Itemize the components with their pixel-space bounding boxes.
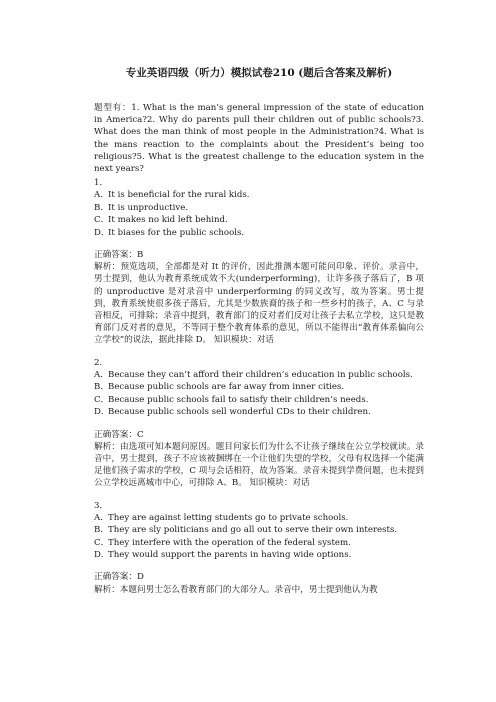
answer-line: 正确答案：B [94, 250, 144, 261]
explanation: 解析：本题问男士怎么看教育部门的大部分人。录音中，男士提到他认为教 [94, 584, 378, 595]
option-a: A．It is beneficial for the rural kids. [94, 190, 250, 201]
option-d: D．It biases for the public schools. [94, 227, 245, 238]
option-b: B．It is unproductive. [94, 202, 189, 213]
option-b: B．Because public schools are far away from inner cities. [94, 382, 345, 393]
option-d: D．Because public schools sell wonderful CDs to their children. [94, 407, 371, 418]
intro-paragraph: 题型有：1. What is the man’s general impression of the state of education in America?2. Why do parents pull their children out of public schools?3. What does the man think of most people in the Administration?4. What is the mans reaction to the complaints about the President’s being too religious?5. What is the greatest challenge to the education system in the next years? [94, 103, 424, 175]
option-c: C．They interfere with the operation of the federal system. [94, 537, 351, 548]
option-b: B．They are sly politicians and go all out to serve their own interests. [94, 525, 398, 536]
explanation: 解析：预览选项，全部都是对 It 的评价，因此推测本题可能问印象、评价。录音中，男士提到，他认为教育系统成效不大(underperforming)，让许多孩子落后了，B 项的 unproductive 是对录音中 underperforming 的同义改写，故为答案。男士提到，教育系统使很多孩子落后，尤其是少数族裔的孩子和一些乡村的孩子，A、C 与录音相反，可排除；录音中提到，教育部门的反对者们反对让孩子去私立学校，这只是教育部门反对者的意见，不等同于整个教育体系的意见，所以不能得出“教育体系偏向公立学校”的说法，据此排除 D。 知识模块：对话 [94, 262, 424, 346]
question-number: 3． [94, 500, 109, 511]
explanation: 解析：由选项可知本题问原因。题目问家长们为什么不让孩子继续在公立学校就读。录音中，男士提到，孩子不应该被捆绑在一个让他们失望的学校，父母有权选择一个能满足他们孩子需求的学校，C 项与会话相符，故为答案。录音未提到学费问题，也未提到公立学校远离城市中心，可排除 A、B。 知识模块：对话 [94, 441, 424, 489]
page-title: 专业英语四级（听力）模拟试卷210 (题后含答案及解析) [125, 67, 393, 79]
option-c: C．It makes no kid left behind. [94, 215, 228, 226]
option-a: A．They are against letting students go to private schools. [94, 512, 349, 523]
option-d: D．They would support the parents in having wide options. [94, 549, 352, 560]
answer-line: 正确答案：D [94, 572, 144, 583]
answer-line: 正确答案：C [94, 429, 144, 440]
option-a: A．Because they can’t afford their children’s education in public schools. [94, 369, 413, 380]
option-c: C．Because public schools fail to satisfy their children’s needs. [94, 394, 369, 405]
question-number: 1． [94, 178, 109, 189]
question-number: 2． [94, 357, 109, 368]
